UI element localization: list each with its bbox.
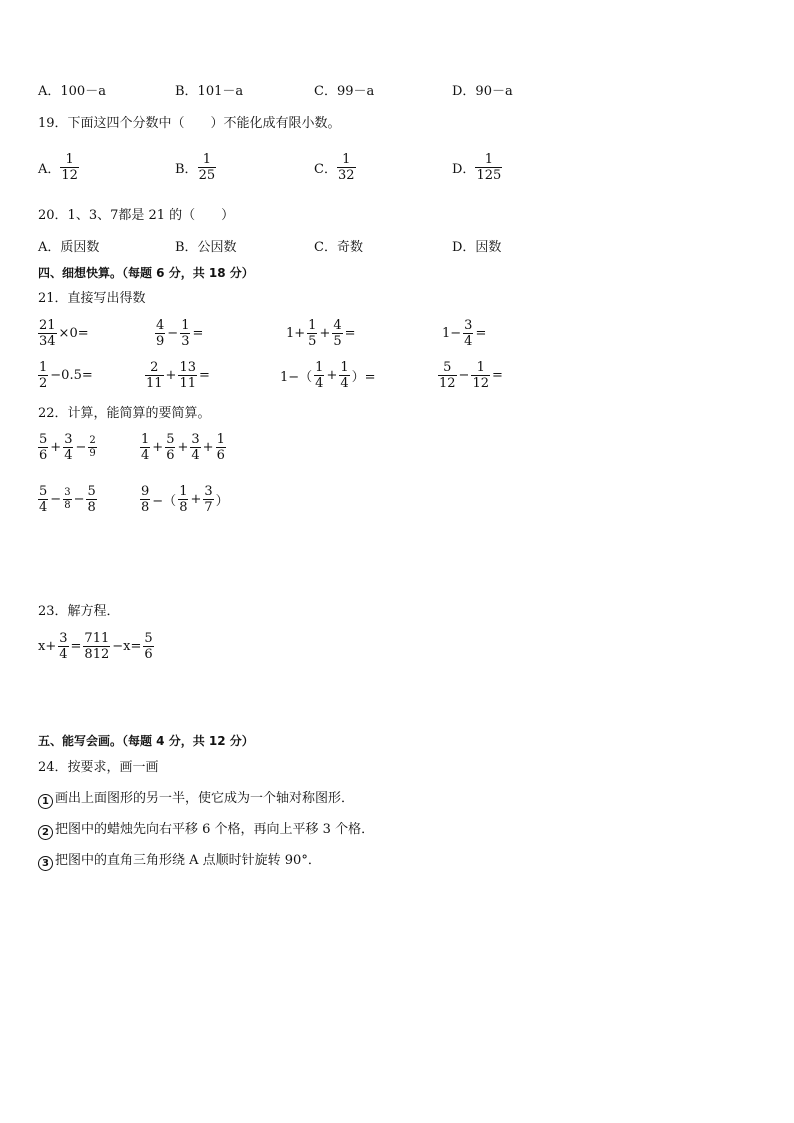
q18-option-d: D．90－a <box>452 84 513 99</box>
fraction <box>86 484 96 515</box>
option-label: C． <box>314 162 337 177</box>
section-4-title: 四、细想快算。（每题 6 分，共 18 分） <box>38 266 254 280</box>
q24-item-3 <box>38 853 321 871</box>
q20-option-d: D．因数 <box>452 240 502 255</box>
numerator: 1 <box>315 360 324 375</box>
numerator: 5 <box>39 484 48 499</box>
fraction <box>38 318 57 349</box>
fraction <box>38 432 48 463</box>
denominator: 3 <box>181 334 190 349</box>
q24-item-text: 把图中的直角三角形绕 A 点顺时针旋转 90°． <box>55 853 321 868</box>
denominator: 11 <box>179 376 196 391</box>
expr-tail: = <box>475 326 487 341</box>
expr-tail: = <box>192 326 204 341</box>
operator: = <box>70 639 82 654</box>
expr-lead: x+ <box>38 639 57 654</box>
denominator: 4 <box>340 376 349 391</box>
numerator: 1 <box>181 318 190 333</box>
fraction <box>475 152 502 183</box>
operator: + <box>50 440 62 455</box>
numerator: 3 <box>464 318 473 333</box>
numerator: 3 <box>59 631 68 646</box>
q21-expr-5 <box>38 360 95 391</box>
q24-stem: 24．按要求，画一画 <box>38 760 159 775</box>
numerator: 3 <box>64 432 73 447</box>
fraction <box>337 152 356 183</box>
numerator: 1 <box>202 152 211 167</box>
denominator: 9 <box>89 448 96 459</box>
q21-expr-3 <box>284 318 358 349</box>
denominator: 4 <box>141 448 150 463</box>
q22-calc-2 <box>140 432 226 463</box>
fraction <box>180 318 190 349</box>
numerator: 1 <box>65 152 74 167</box>
circled-number-marker: 1 <box>38 794 53 809</box>
denominator: 125 <box>476 168 502 183</box>
section-5-title: 五、能写会画。（每题 4 分，共 12 分） <box>38 734 254 748</box>
numerator: 1 <box>141 432 150 447</box>
denominator: 8 <box>141 500 150 515</box>
operator: + <box>190 492 202 507</box>
numerator: 1 <box>484 152 493 167</box>
q18-option-b: B．101－a <box>175 84 244 99</box>
fraction <box>190 432 200 463</box>
denominator: 7 <box>204 500 213 515</box>
fraction <box>38 360 48 391</box>
denominator: 4 <box>464 334 473 349</box>
expr-tail: ）= <box>351 370 376 385</box>
denominator: 6 <box>166 448 175 463</box>
q21-expr-6 <box>145 360 212 391</box>
numerator: 1 <box>179 484 188 499</box>
q24-item-2 <box>38 822 374 840</box>
fraction <box>88 435 96 460</box>
numerator: 1 <box>308 318 317 333</box>
fraction <box>339 360 349 391</box>
fraction <box>83 631 110 662</box>
q21-expr-2 <box>155 318 205 349</box>
q18-option-a: A．100－a <box>38 84 106 99</box>
q21-expr-4 <box>440 318 488 349</box>
numerator: 3 <box>204 484 213 499</box>
option-label: D． <box>452 162 476 177</box>
numerator: 5 <box>87 484 96 499</box>
numerator: 3 <box>64 487 71 498</box>
fraction <box>178 484 188 515</box>
q23-stem: 23．解方程． <box>38 604 120 619</box>
denominator: 12 <box>439 376 456 391</box>
q19-option-d <box>452 152 502 183</box>
q22-calc-3 <box>38 484 97 515</box>
expr-tail: −0.5= <box>50 368 93 383</box>
q24-item-1 <box>38 791 354 809</box>
denominator: 6 <box>216 448 225 463</box>
numerator: 4 <box>156 318 165 333</box>
numerator: 13 <box>179 360 196 375</box>
denominator: 9 <box>156 334 165 349</box>
q22-calc-4 <box>140 484 231 515</box>
numerator: 21 <box>39 318 56 333</box>
expr-tail: ×0= <box>58 326 89 341</box>
operator: + <box>319 326 331 341</box>
denominator: 8 <box>179 500 188 515</box>
q19-option-a <box>38 152 79 183</box>
q19-stem: 19．下面这四个分数中（ ）不能化成有限小数。 <box>38 116 341 131</box>
fraction <box>471 360 490 391</box>
denominator: 11 <box>146 376 163 391</box>
denominator: 5 <box>308 334 317 349</box>
fraction <box>145 360 164 391</box>
numerator: 4 <box>333 318 342 333</box>
q21-expr-7 <box>278 360 378 391</box>
fraction <box>63 487 71 512</box>
q20-option-c: C．奇数 <box>314 240 363 255</box>
fraction <box>178 360 197 391</box>
denominator: 4 <box>191 448 200 463</box>
q20-stem: 20．1、3、7都是 21 的（ ） <box>38 208 235 223</box>
operator: − <box>458 368 470 383</box>
fraction <box>38 484 48 515</box>
denominator: 4 <box>39 500 48 515</box>
q19-option-c <box>314 152 356 183</box>
fraction <box>198 152 217 183</box>
q24-item-text: 把图中的蜡烛先向右平移 6 个格，再向上平移 3 个格． <box>55 822 375 837</box>
denominator: 12 <box>61 168 78 183</box>
operator: − <box>73 492 85 507</box>
numerator: 2 <box>89 435 96 446</box>
fraction <box>463 318 473 349</box>
numerator: 2 <box>150 360 159 375</box>
expr-tail: = <box>492 368 503 383</box>
fraction <box>307 318 317 349</box>
fraction <box>332 318 342 349</box>
operator: − <box>75 440 87 455</box>
denominator: 812 <box>84 647 110 662</box>
denominator: 5 <box>333 334 342 349</box>
option-label: B． <box>175 162 198 177</box>
q22-stem: 22．计算，能简算的要简算。 <box>38 406 211 421</box>
denominator: 32 <box>337 168 355 183</box>
circled-number-marker: 2 <box>38 825 53 840</box>
denominator: 4 <box>64 448 73 463</box>
denominator: 25 <box>198 168 216 183</box>
denominator: 4 <box>59 647 68 662</box>
expr-lead: 1+ <box>286 326 306 341</box>
fraction <box>203 484 213 515</box>
q20-option-a: A．质因数 <box>38 240 100 255</box>
numerator: 1 <box>476 360 485 375</box>
operator: + <box>202 440 214 455</box>
operator: − <box>50 492 62 507</box>
numerator: 1 <box>216 432 225 447</box>
expr-tail: = <box>199 368 210 383</box>
fraction <box>140 432 150 463</box>
numerator: 711 <box>84 631 110 646</box>
denominator: 34 <box>39 334 56 349</box>
q22-calc-1 <box>38 432 97 463</box>
q18-option-c: C．99－a <box>314 84 375 99</box>
numerator: 5 <box>39 432 48 447</box>
operator: − <box>167 326 179 341</box>
fraction <box>60 152 79 183</box>
operator: −（ <box>152 494 177 509</box>
numerator: 9 <box>141 484 150 499</box>
fraction <box>314 360 324 391</box>
denominator: 12 <box>472 376 489 391</box>
fraction <box>438 360 457 391</box>
q21-stem: 21．直接写出得数 <box>38 291 146 306</box>
denominator: 8 <box>87 500 96 515</box>
numerator: 5 <box>166 432 175 447</box>
numerator: 1 <box>39 360 48 375</box>
fraction <box>63 432 73 463</box>
expr-lead: 1− <box>442 326 462 341</box>
fraction <box>58 631 68 662</box>
fraction <box>155 318 165 349</box>
denominator: 8 <box>64 500 71 511</box>
operator: + <box>326 368 338 383</box>
q23-equation <box>38 631 154 662</box>
denominator: 6 <box>144 647 153 662</box>
q20-option-b: B．公因数 <box>175 240 237 255</box>
numerator: 5 <box>144 631 153 646</box>
numerator: 1 <box>342 152 351 167</box>
fraction <box>140 484 150 515</box>
expr-lead: 1−（ <box>280 370 313 385</box>
operator: + <box>165 368 177 383</box>
fraction <box>143 631 153 662</box>
numerator: 5 <box>443 360 452 375</box>
q24-item-text: 画出上面图形的另一半，使它成为一个轴对称图形． <box>55 791 355 806</box>
operator: + <box>177 440 189 455</box>
denominator: 4 <box>315 376 324 391</box>
expr-tail: ） <box>215 494 229 509</box>
numerator: 1 <box>340 360 349 375</box>
q21-expr-8 <box>438 360 505 391</box>
option-label: A． <box>38 162 61 177</box>
operator: −x= <box>112 639 142 654</box>
q19-option-b <box>175 152 216 183</box>
fraction <box>165 432 175 463</box>
numerator: 3 <box>191 432 200 447</box>
denominator: 6 <box>39 448 48 463</box>
expr-tail: = <box>344 326 356 341</box>
circled-number-marker: 3 <box>38 856 53 871</box>
denominator: 2 <box>39 376 48 391</box>
q21-expr-1 <box>38 318 91 349</box>
operator: + <box>152 440 164 455</box>
fraction <box>216 432 226 463</box>
